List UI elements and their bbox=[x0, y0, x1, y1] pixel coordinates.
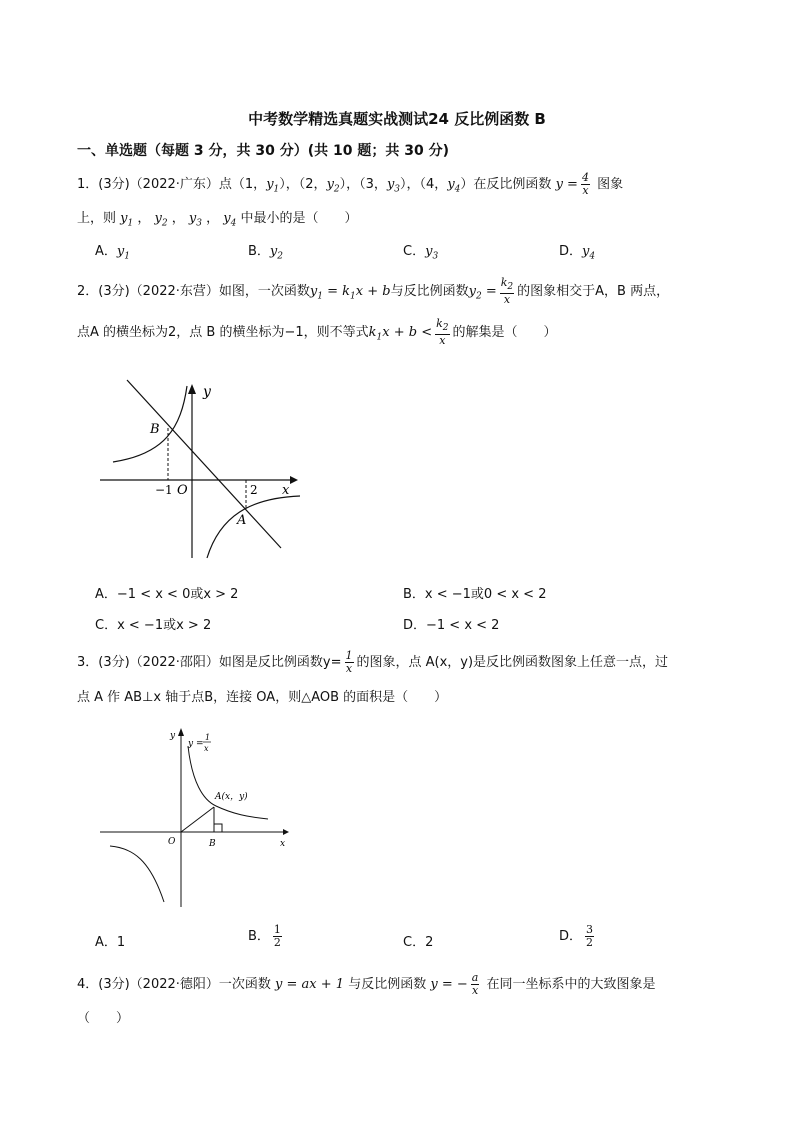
q2-text: 的解集是（ ） bbox=[452, 325, 557, 341]
numerator: 3 bbox=[586, 923, 594, 936]
function-label-denominator: x bbox=[204, 744, 209, 753]
tick-two: 2 bbox=[250, 483, 258, 497]
hyperbola-branch-third-quadrant bbox=[110, 846, 164, 902]
option-label: C． bbox=[403, 244, 426, 259]
question-2-line-1: 2．(3分)（2022·东营）如图，一次函数$y_1 = k_1x + b$与反比例函数$y_2$ = $\frac{k_2}{x}$ 的图象相交于A，B 两点， bbox=[77, 276, 670, 307]
function-label: y = bbox=[188, 739, 204, 749]
question-4-line-2: （ ） bbox=[77, 1011, 130, 1026]
tick-minus-one: −1 bbox=[155, 483, 173, 497]
question-3-line-1: 3．(3分)（2022·邵阳）如图是反比例函数y= $\frac{1}{x}$ 的图象，点 A(x，y)是反比例函数图象上任意一点，过 bbox=[77, 649, 669, 675]
y-axis-arrow bbox=[188, 384, 196, 394]
q1-option-a[interactable]: A．$y_1$ bbox=[95, 244, 130, 262]
q1-option-d[interactable]: D．$y_4$ bbox=[559, 244, 596, 262]
denominator: x bbox=[582, 184, 589, 197]
x-axis-label: x bbox=[280, 839, 286, 849]
option-label: D． bbox=[559, 929, 583, 944]
y-axis-arrow bbox=[178, 728, 184, 736]
x-axis-label: x bbox=[282, 483, 290, 498]
q1-function-fraction bbox=[581, 172, 590, 197]
page-title: 中考数学精选真题实战测试24 反比例函数 B bbox=[248, 110, 546, 128]
point-b-label: B bbox=[209, 839, 216, 849]
q2-text: 与反比例函数 bbox=[390, 284, 469, 300]
denominator: 2 bbox=[586, 936, 594, 949]
q1-text: ），（3， bbox=[339, 177, 387, 192]
question-3-line-2: 点 A 作 AB⊥x 轴于点B，连接 OA，则△AOB 的面积是（ ） bbox=[77, 690, 448, 705]
option-label: B． bbox=[248, 244, 270, 259]
point-a-label: A(x，y) bbox=[215, 792, 248, 802]
q3-text: 的图象，点 A(x，y)是反比例函数图象上任意一点，过 bbox=[356, 655, 669, 670]
q1-text: ）在反比例函数 bbox=[460, 177, 552, 192]
y-axis-label: y bbox=[170, 731, 176, 741]
q2-option-d[interactable]: D．−1 < x < 2 bbox=[403, 618, 500, 633]
q4-text: 4．(3分)（2022·德阳）一次函数 bbox=[77, 977, 271, 992]
denominator: 2 bbox=[273, 936, 281, 949]
y-axis-label: y bbox=[203, 384, 211, 400]
right-angle-mark bbox=[214, 824, 222, 832]
q1-text: ），（2， bbox=[279, 177, 327, 192]
q2-figure bbox=[95, 378, 300, 563]
q2-option-a[interactable]: A．−1 < x < 0或x > 2 bbox=[95, 587, 239, 602]
q1-text: 中最小的是（ ） bbox=[240, 211, 358, 226]
q2-option-b[interactable]: B．x < −1或0 < x < 2 bbox=[403, 587, 547, 602]
q1-option-c[interactable]: C．$y_3$ bbox=[403, 244, 439, 262]
hyperbola-branch-lower-right bbox=[207, 496, 300, 558]
q1-text: ），（4， bbox=[400, 177, 448, 192]
origin-label: O bbox=[168, 837, 176, 847]
q3-text: 3．(3分)（2022·邵阳）如图是反比例函数y= bbox=[77, 655, 342, 670]
q3-option-b[interactable] bbox=[248, 924, 285, 949]
option-label: D． bbox=[559, 244, 583, 259]
x-axis-arrow bbox=[283, 829, 289, 835]
q2-text: 2．(3分)（2022·东营）如图，一次函数 bbox=[77, 284, 310, 300]
question-4-line-1: 4．(3分)（2022·德阳）一次函数 y = ax + 1 与反比例函数 y = − $\frac{a}{x}$ 在同一坐标系中的大致图象是 bbox=[77, 971, 656, 997]
origin-label: O bbox=[177, 483, 188, 498]
numerator: 4 bbox=[581, 171, 589, 184]
x-axis-arrow bbox=[290, 476, 298, 484]
q4-text: 在同一坐标系中的大致图象是 bbox=[486, 977, 656, 992]
q1-function-lhs: y = bbox=[555, 177, 578, 192]
q1-text: 1．(3分)（2022·广东）点（1， bbox=[77, 177, 267, 192]
fraction-three-halves bbox=[585, 924, 594, 949]
q1-text: 上，则 bbox=[77, 211, 117, 226]
fraction-one-half bbox=[273, 924, 282, 949]
q1-option-b[interactable]: B．$y_2$ bbox=[248, 244, 284, 262]
q3-option-c[interactable]: C．2 bbox=[403, 935, 434, 950]
segment-oa bbox=[181, 807, 214, 832]
point-b-label: B bbox=[150, 422, 160, 437]
q3-option-a[interactable]: A．1 bbox=[95, 935, 126, 950]
section-header: 一、单选题（每题 3 分，共 30 分）(共 10 题；共 30 分) bbox=[77, 143, 449, 159]
option-label: A． bbox=[95, 244, 117, 259]
point-a-label: A bbox=[237, 513, 247, 528]
question-1-line-2: 上，则 $y_1$ ， $y_2$ ， $y_3$ ， $y_4$ 中最小的是（ ） bbox=[77, 211, 358, 229]
q2-text: 点A 的横坐标为2，点 B 的横坐标为−1，则不等式 bbox=[77, 325, 369, 341]
option-label: B． bbox=[248, 929, 270, 944]
question-2-line-2: 点A 的横坐标为2，点 B 的横坐标为−1，则不等式$k_1x + b$ < $\frac{k_2}{x}$ 的解集是（ ） bbox=[77, 317, 557, 348]
function-label-numerator: 1 bbox=[205, 733, 211, 742]
q4-linear-function: y = ax + 1 bbox=[275, 977, 345, 992]
q2-text: 的图象相交于A，B 两点， bbox=[517, 284, 670, 300]
q1-text: 图象 bbox=[597, 177, 624, 192]
linear-function-line bbox=[127, 380, 281, 548]
hyperbola-branch-first-quadrant bbox=[188, 746, 268, 819]
q2-option-c[interactable]: C．x < −1或x > 2 bbox=[95, 618, 212, 633]
q4-text: 与反比例函数 bbox=[348, 977, 427, 992]
question-1-line-1: 1．(3分)（2022·广东）点（1，$y_1$），（2，$y_2$），（3，$y_3$），（4，$y_4$）在反比例函数 y = $\frac{4}{x}$ 图象 bbox=[77, 171, 624, 197]
q3-option-d[interactable] bbox=[559, 924, 597, 949]
numerator: 1 bbox=[273, 923, 281, 936]
q3-figure bbox=[98, 722, 293, 910]
